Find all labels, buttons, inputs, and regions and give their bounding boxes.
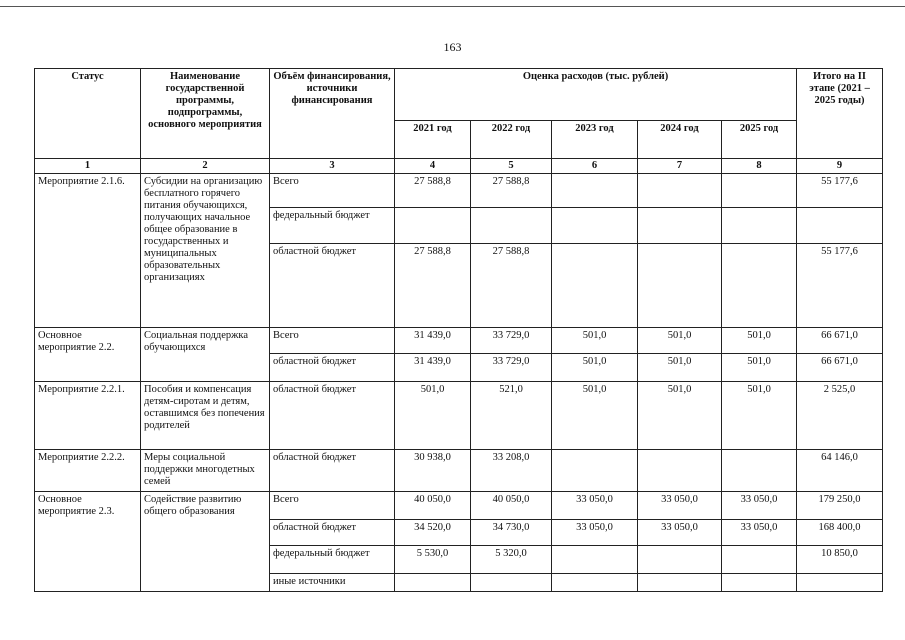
value-cell: 33 208,0 [471,450,552,492]
total-cell: 66 671,0 [797,354,883,382]
status-cell: Мероприятие 2.2.1. [35,382,141,450]
name-cell: Социальная поддержка обучающихся [141,328,270,382]
header-year-2021: 2021 год [395,121,471,159]
value-cell [722,208,797,244]
status-cell: Мероприятие 2.1.6. [35,174,141,328]
value-cell: 27 588,8 [395,174,471,208]
source-cell: федеральный бюджет [270,546,395,574]
value-cell [552,244,638,328]
value-cell: 34 520,0 [395,520,471,546]
header-name: Наименование государственной программы, подпрограммы, основного мероприятия [141,69,270,159]
header-year-2024: 2024 год [638,121,722,159]
top-rule [0,6,905,7]
value-cell [638,574,722,592]
value-cell: 501,0 [638,382,722,450]
value-cell [552,174,638,208]
value-cell: 501,0 [552,382,638,450]
value-cell: 501,0 [552,354,638,382]
value-cell: 5 320,0 [471,546,552,574]
source-cell: областной бюджет [270,354,395,382]
value-cell [722,546,797,574]
table-row [35,492,883,520]
value-cell: 27 588,8 [471,174,552,208]
name-cell: Содействие развитию общего образования [141,492,270,592]
status-cell: Основное мероприятие 2.2. [35,328,141,382]
source-cell: Всего [270,492,395,520]
status-cell: Основное мероприятие 2.3. [35,492,141,592]
source-cell: областной бюджет [270,382,395,450]
name-cell: Субсидии на организацию бесплатного горячего питания обучающихся, получающих начальное общее образование в государственных и муниципальных образовательных организациях [141,174,270,328]
total-cell: 168 400,0 [797,520,883,546]
value-cell [638,450,722,492]
column-number: 3 [270,159,395,174]
status-cell: Мероприятие 2.2.2. [35,450,141,492]
value-cell: 33 050,0 [722,520,797,546]
value-cell: 501,0 [638,354,722,382]
column-number: 9 [797,159,883,174]
value-cell [552,574,638,592]
value-cell [722,574,797,592]
table-row [35,382,883,450]
source-cell: областной бюджет [270,244,395,328]
budget-table [34,68,883,592]
column-numbers-row [35,159,883,174]
header-year-2023: 2023 год [552,121,638,159]
value-cell: 31 439,0 [395,328,471,354]
value-cell [722,174,797,208]
value-cell: 40 050,0 [471,492,552,520]
value-cell: 501,0 [552,328,638,354]
table-row [35,328,883,354]
page-number: 163 [443,40,462,54]
name-cell: Меры социальной поддержки многодетных семей [141,450,270,492]
total-cell: 66 671,0 [797,328,883,354]
value-cell: 34 730,0 [471,520,552,546]
value-cell: 33 050,0 [638,492,722,520]
source-cell: Всего [270,328,395,354]
value-cell: 33 050,0 [552,520,638,546]
header-year-2025: 2025 год [722,121,797,159]
value-cell: 27 588,8 [395,244,471,328]
table-row [35,450,883,492]
value-cell: 5 530,0 [395,546,471,574]
total-cell: 179 250,0 [797,492,883,520]
value-cell [722,450,797,492]
header-total: Итого на II этапе (2021 – 2025 годы) [797,69,883,159]
source-cell: областной бюджет [270,450,395,492]
header-status: Статус [35,69,141,159]
table-row [35,174,883,208]
value-cell: 501,0 [395,382,471,450]
header-volume: Объём финансирования, источники финансирования [270,69,395,159]
total-cell: 64 146,0 [797,450,883,492]
column-number: 4 [395,159,471,174]
source-cell: Всего [270,174,395,208]
total-cell: 2 525,0 [797,382,883,450]
column-number: 1 [35,159,141,174]
value-cell [471,574,552,592]
column-number: 2 [141,159,270,174]
source-cell: областной бюджет [270,520,395,546]
value-cell [722,244,797,328]
header-estimate: Оценка расходов (тыс. рублей) [395,69,797,121]
value-cell [638,208,722,244]
value-cell: 501,0 [722,328,797,354]
column-number: 5 [471,159,552,174]
total-cell [797,208,883,244]
value-cell: 501,0 [722,382,797,450]
value-cell: 501,0 [638,328,722,354]
value-cell: 30 938,0 [395,450,471,492]
value-cell [638,546,722,574]
total-cell: 55 177,6 [797,174,883,208]
value-cell [471,208,552,244]
value-cell [638,174,722,208]
value-cell [638,244,722,328]
value-cell: 33 050,0 [552,492,638,520]
value-cell: 521,0 [471,382,552,450]
source-cell: иные источники [270,574,395,592]
value-cell: 27 588,8 [471,244,552,328]
value-cell [395,208,471,244]
value-cell: 501,0 [722,354,797,382]
total-cell [797,574,883,592]
column-number: 6 [552,159,638,174]
value-cell: 33 729,0 [471,328,552,354]
value-cell [552,546,638,574]
total-cell: 10 850,0 [797,546,883,574]
value-cell: 33 050,0 [722,492,797,520]
value-cell: 31 439,0 [395,354,471,382]
column-number: 8 [722,159,797,174]
value-cell: 40 050,0 [395,492,471,520]
value-cell [552,208,638,244]
source-cell: федеральный бюджет [270,208,395,244]
total-cell: 55 177,6 [797,244,883,328]
value-cell [552,450,638,492]
value-cell: 33 729,0 [471,354,552,382]
value-cell: 33 050,0 [638,520,722,546]
column-number: 7 [638,159,722,174]
name-cell: Пособия и компенсация детям-сиротам и детям, оставшимся без попечения родителей [141,382,270,450]
value-cell [395,574,471,592]
header-year-2022: 2022 год [471,121,552,159]
